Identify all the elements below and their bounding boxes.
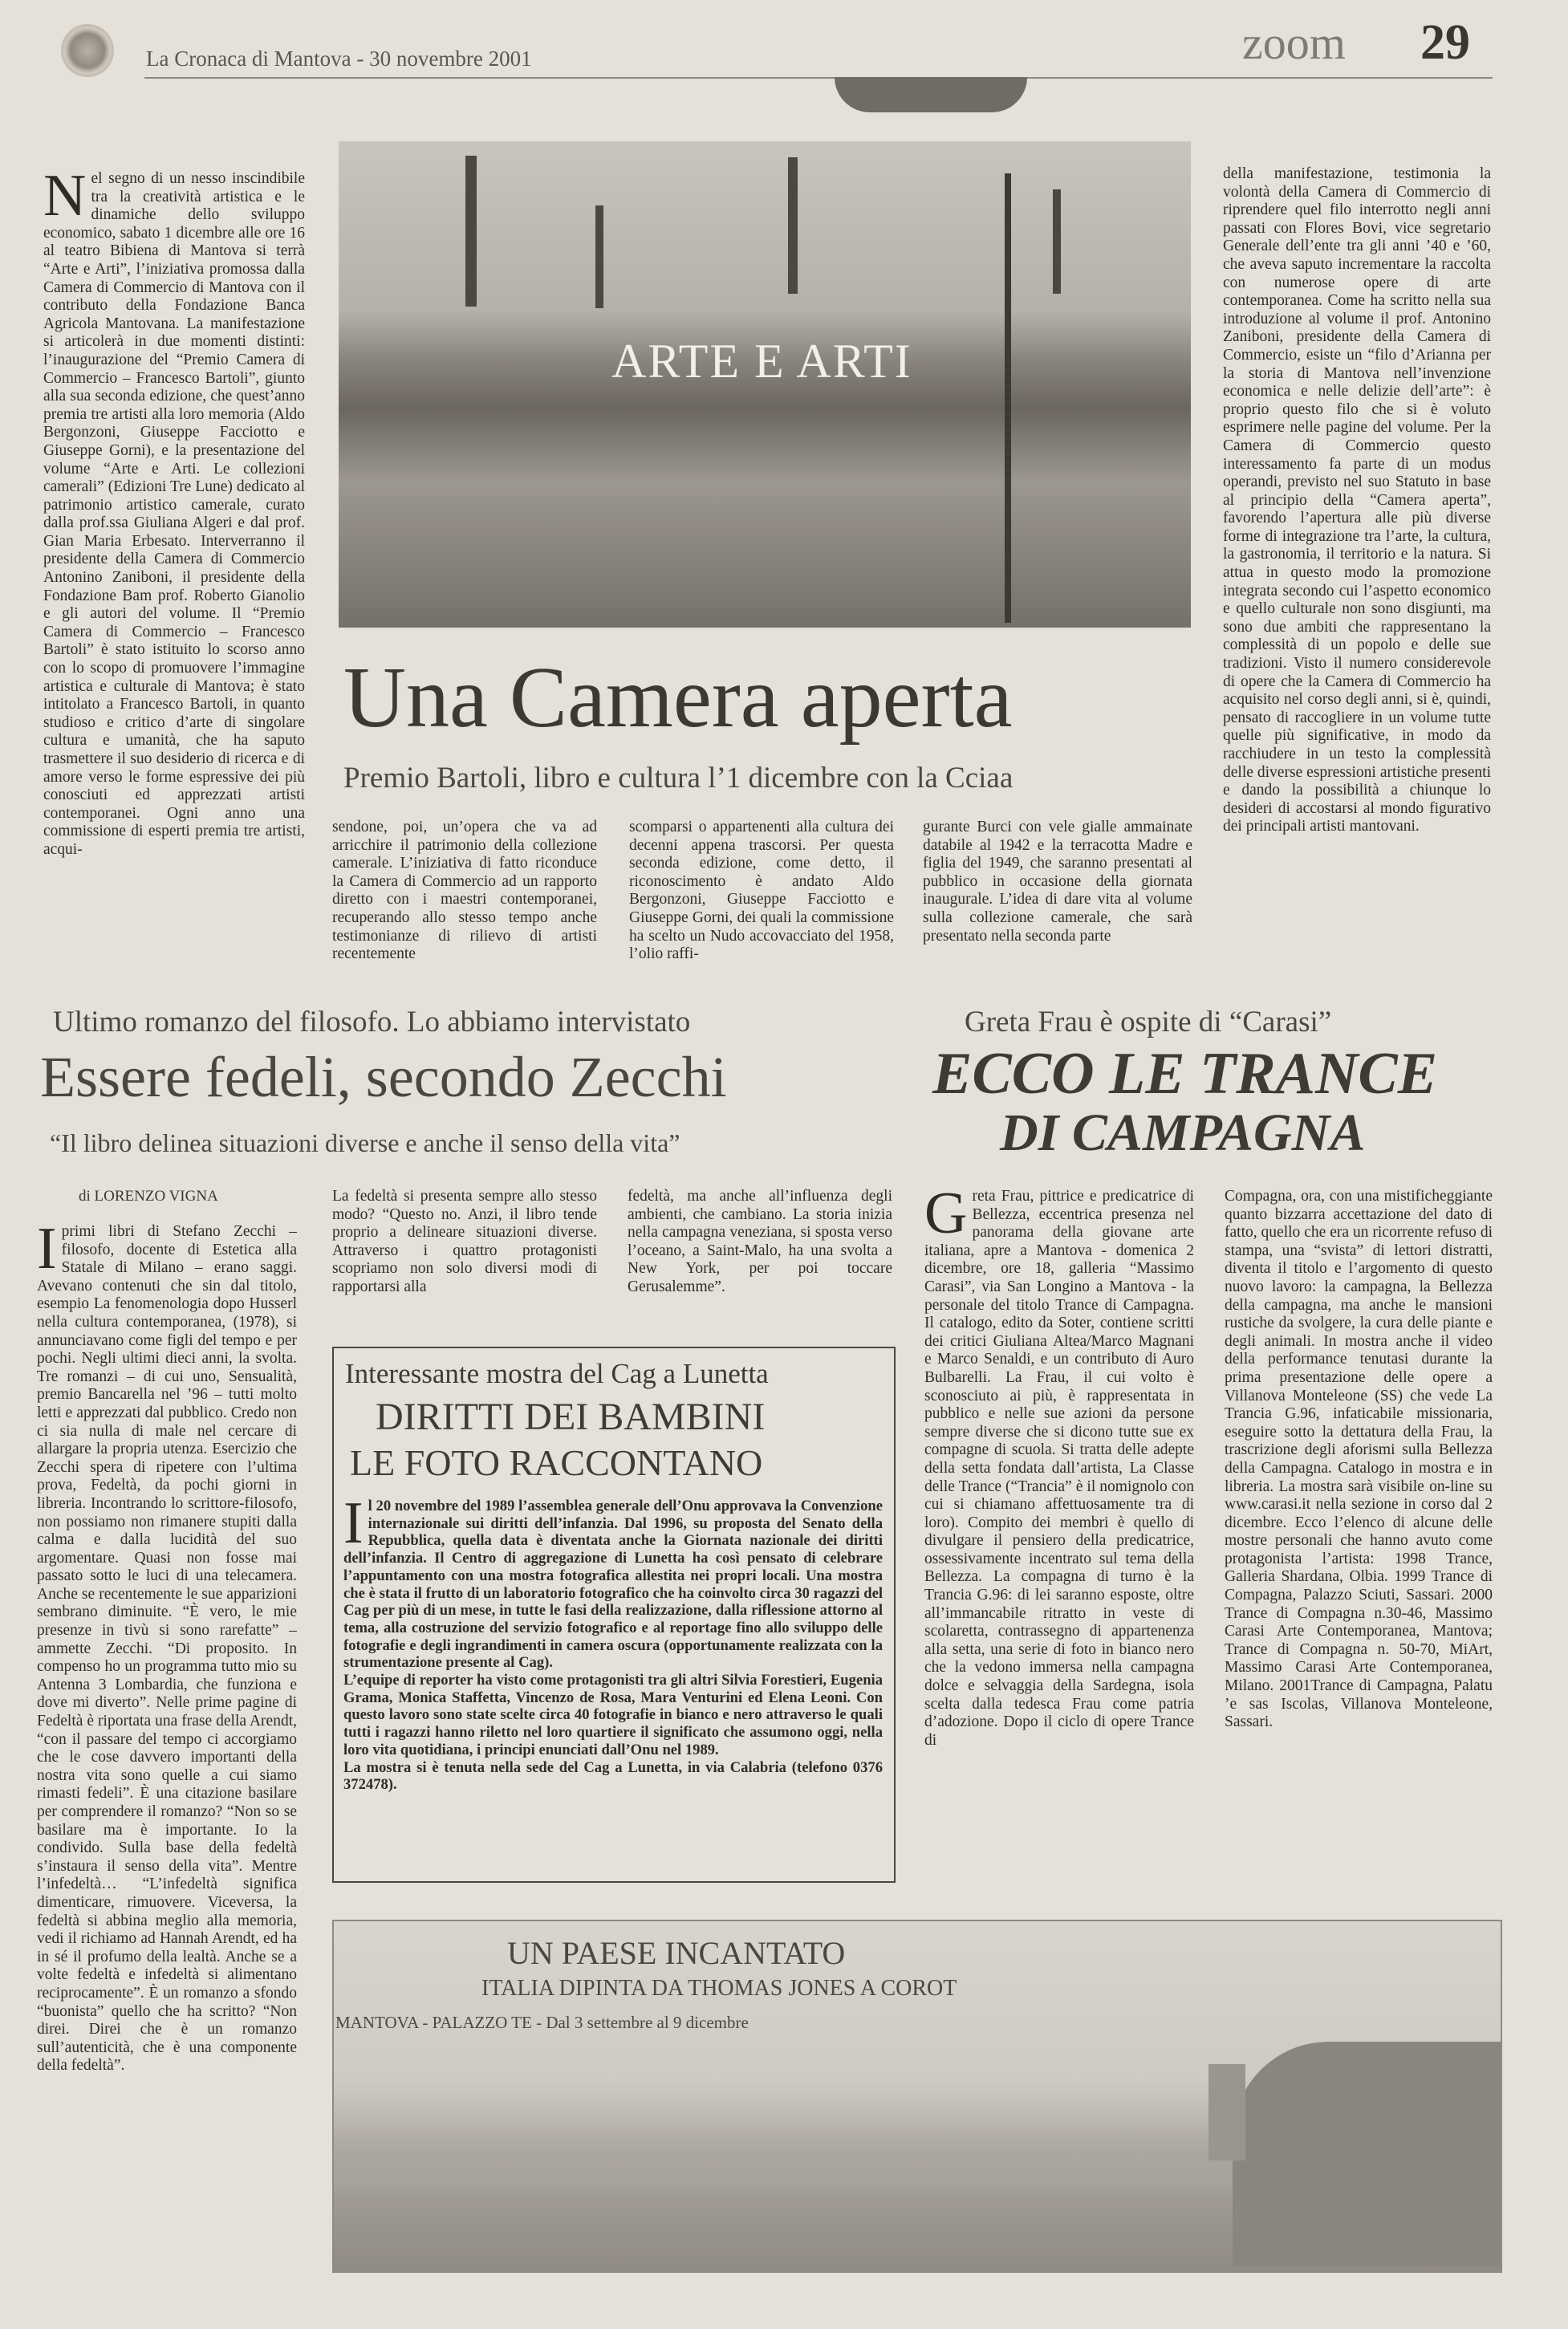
zecchi-kicker: Ultimo romanzo del filosofo. Lo abbiamo intervistato	[53, 1006, 691, 1038]
page-number: 29	[1420, 15, 1470, 70]
arte-col1-text: el segno di un nesso inscindibile tra la creatività artistica e le dinamiche dello sviluppo economico, sabato 1 dicembre alle ore 16 al teatro Bibiena di Mantova si terrà “Arte e Arti”, l’iniziativa promossa dalla Camera di Commercio di Mantova con il contributo della Fondazione Banca Agricola Mantovana. La manifestazione si articolerà in due momenti distinti: l’inaugurazione del “Premio Camera di Commercio – Francesco Bartoli”, giunto alla sua seconda edizione, che quest’anno premia tre artisti alla loro memoria (Aldo Bergonzoni, Giuseppe Facciotto e Giuseppe Gorni), e la presentazione del volume “Arte e Arti. Le collezioni camerali” (Edizioni Tre Lune) dedicato al patrimonio artistico camerale, curato dalla prof.ssa Giuliana Algeri e dal prof. Gian Maria Erbesato. Interverranno il presidente della Camera di Commercio Antonino Zaniboni, il presidente della Fondazione Bam prof. Roberto Gianolio e gli autori del volume. Il “Premio Camera di Commercio – Francesco Bartoli” è stato istituito lo scorso anno con lo scopo di promuovere l’immagine artistica e culturale di Mantova; è stato intitolato a Francesco Bartoli, in quanto studioso e critico d’arte di singolare cultura e umanità, che ha saputo trasmettere il suo desiderio di ricerca e di amore verso le forme espressive dei più conosciuti ed apprezzati artisti contemporanei. Ogni anno una commissione di esperti premia tre artisti, acqui-	[43, 170, 305, 858]
ad-subtitle: ITALIA DIPINTA DA THOMAS JONES A COROT	[481, 1976, 957, 2001]
arte-col4-text: gurante Burci con vele gialle ammainate databile al 1942 e la terracotta Madre e figlia del 1949, che saranno presentati al pubblico in occasione della giornata inaugurale. L’idea di dare vita al volume sulla collezione camerale, che sarà presentato nella seconda parte	[923, 819, 1192, 945]
bambini-text-3: La mostra si è tenuta nella sede del Cag a Lunetta, in via Calabria (telefono 0376 372478).	[343, 1758, 883, 1794]
bambini-box	[332, 1347, 896, 1883]
zecchi-byline: di LORENZO VIGNA	[79, 1188, 218, 1205]
zecchi-headline: Essere fedeli, secondo Zecchi	[40, 1045, 727, 1109]
arte-col5-text: della manifestazione, testimonia la volontà della Camera di Commercio di riprendere quel filo interrotto negli anni passati con Flores Bovi, vice segretario Generale dell’ente tra gli anni ’40 e ’60, che aveva saputo incrementare la raccolta con numerose opere di arte contemporanea. Come ha scritto nella sua introduzione al volume il prof. Antonino Zaniboni, presidente della Camera di Commercio, esiste un “filo d’Arianna per la storia di Mantova nell’invenzione economica e nelle delizie dell’arte”: è proprio questo filo che si è voluto esprimere nelle pagine del volume. Per la Camera di Commercio questo interessamento fa parte di un modus operandi, previsto nel suo Statuto in base al principio della “Camera aperta”, favorendo l’apertura alle più diverse forme di integrazione tra l’arte, la cultura, la gastronomia, il territorio e la natura. Si attua in questo modo la promozione integrata secondo cui l’aspetto economico e quello culturale non sono disgiunti, ma sono due ambiti che rappresentano la complessità di un popolo e delle sue tradizioni. Visto il numero considerevole di opere che la Camera di Commercio ha acquisito nel corso degli anni, si è, quindi, pensato di raccogliere in un volume tutte quelle più significative, in modo da racchiudere in un testo la complessità delle diverse espressioni artistiche presenti e dando la possibilità a chiunque lo desideri di accostarsi al mondo figurativo dei principali artisti mantovani.	[1223, 165, 1491, 835]
header-rule	[144, 77, 1493, 79]
zecchi-column-3	[628, 1188, 892, 1323]
bambini-text-1: l 20 novembre del 1989 l’assemblea generale dell’Onu approvava la Convenzione internazionale sui diritti dell’infanzia. Dal 1996, su proposta del Senato della Repubblica, quella data è diventata anche la Giornata nazionale dei diritti dell’infanzia. Il Centro di aggregazione di Lunetta ha così pensato di celebrare l’appuntamento con una mostra fotografica allestita nei propri locali. Una mostra che è stata il frutto di un laboratorio fotografico che ha coinvolto circa 30 ragazzi del Cag per più di un mese, in tutte le fasi della realizzazione, dalla riflessione attorno al tema, alla costruzione del servizio fotografico e al reportage fino allo sviluppo delle fotografie e degli ingrandimenti in camera oscura (opportunamente realizzata con la strumentazione presente al Cag).	[343, 1498, 883, 1672]
frau-col2-text: Compagna, ora, con una mistificheggiante quanto bizzarra accettazione del dato di fatto, quello che era un ricorrente refuso di stampa, una “svista” di lettori distratti, diventa il titolo e l’argomento di questo nuovo lavoro: la campagna, la Bellezza della campagna, ma anche le mansioni rustiche da svolgere, la cura delle piante e degli animali. In mostra anche il video della performance tenutasi durante la prima presentazione delle opere a Villanova Monteleone (SS) che vede La Trancia G.96, infaticabile missionaria, eseguire sotto la dettatura della Frau, la trascrizione degli aforismi sulla Bellezza della Campagna. Catalogo in mostra e in libreria. La mostra sarà visibile on-line su www.carasi.it nella sezione in corso dal 2 dicembre. Ecco l’elenco di alcune delle mostre personali che hanno avuto come protagonista l’artista: 1998 Trance, Galleria Shardana, Olbia. 1999 Trance di Compagna, Palazzo Sciuti, Sassari. 2000 Trance di Compagna n.30-46, Massimo Carasi Arte Contemporanea, Mantova; Trance di Compagna n. 50-70, MiArt, Massimo Carasi Arte Contemporanea, Milano. 2001Trance di Campagna, Palatu ’e sas Iscolas, Villanova Monteleone, Sassari.	[1225, 1188, 1493, 1731]
paese-ad	[332, 1920, 1502, 2273]
frau-column-1	[924, 1188, 1194, 1884]
frau-headline-1: ECCO LE TRANCE	[932, 1041, 1438, 1107]
frau-headline-2: DI CAMPAGNA	[1000, 1104, 1366, 1162]
publication-line: La Cronaca di Mantova - 30 novembre 2001	[146, 47, 532, 71]
ad-landscape-trees	[1233, 2042, 1501, 2266]
chimney-3	[788, 157, 798, 294]
chimney-1	[465, 156, 477, 307]
arte-column-5	[1223, 165, 1491, 979]
ad-title: UN PAESE INCANTATO	[507, 1935, 846, 1971]
frau-column-2	[1225, 1188, 1493, 1884]
bambini-text	[343, 1498, 883, 1872]
zecchi-column-2	[332, 1188, 597, 1323]
zecchi-column-1	[37, 1223, 297, 2299]
section-title: zoom	[1242, 17, 1346, 69]
frau-dropcap: G	[924, 1188, 968, 1246]
bambini-dropcap: I	[343, 1498, 364, 1556]
frau-col1-text: reta Frau, pittrice e predicatrice di Bellezza, eccentrica presenza nel panorama della giovane arte italiana, apre a Mantova - domenica 2 dicembre, ore 18, galleria “Massimo Carasi”, via San Longino a Mantova - la personale del titolo Trance di Campagna. Il catalogo, edito da Soter, contiene scritti dei critici Giuliana Altea/Marco Magnani e Marco Senaldi, e un contributo di Auro Bulbarelli. La Frau, il cui volto è sconosciuto ai più, è rappresentata in pubblico e nelle sue azioni da persone sempre diverse che si dicono tutte sue ex compagne di scuola. Si tratta delle adepte della setta fondata dall’artista, La Classe delle Trance (“Trancia” è il nomignolo con cui si chiamano affettuosamente tra di loro). Compito dei membri è quello di divulgare il pensiero della predicatrice, ossessivamente incentrato sul tema della Bellezza. La compagna di turno è la Trancia G.96: di lei saranno esposte, oltre all’immancabile ritratto in veste di scolaretta, contrassegno di appartenenza alla setta, una serie di foto in bianco nero che la vedono immersa nella campagna dolce e selvaggia della Sardegna, isola scelta dalla tedesca Frau come patria d’adozione. Dopo il ciclo di opere Trance di	[924, 1188, 1194, 1749]
ad-landscape-tower	[1208, 2064, 1245, 2160]
boat-mast	[1005, 173, 1011, 623]
arte-column-4	[923, 819, 1192, 976]
arte-col2-text: sendone, poi, un’opera che va ad arricchire il patrimonio della collezione camerale. L’iniziativa di fatto riconduce la Camera di Commercio ad un rapporto diretto con i maestri contemporanei, recuperando allo stesso tempo anche testimonianze di rilievo di artisti recentemente	[332, 819, 597, 963]
chimney-4	[1053, 189, 1061, 294]
ad-venue: MANTOVA - PALAZZO TE - Dal 3 settembre al 9 dicembre	[335, 2013, 749, 2032]
zecchi-col3-text: fedeltà, ma anche all’influenza degli ambienti, che cambiano. La storia inizia nella campagna veneziana, si sposta verso l’oceano, a Saint-Malo, ha una svolta a New York, per poi toccare Gerusalemme”.	[628, 1188, 892, 1295]
zecchi-dropcap: I	[37, 1223, 57, 1282]
arte-column-1	[43, 170, 305, 971]
chimney-2	[595, 205, 603, 308]
frau-kicker: Greta Frau è ospite di “Carasi”	[965, 1006, 1332, 1038]
zecchi-col2-text: La fedeltà si presenta sempre allo stesso modo? “Questo no. Anzi, il libro tende proprio a delineare situazioni diverse. Attraverso i quattro protagonisti scopriamo non solo diversi modi di rapportarsi alla	[332, 1188, 597, 1295]
arte-col3-text: scomparsi o appartenenti alla cultura dei decenni appena trascorsi. Per questa seconda edizione, come detto, il riconoscimento è andato Aldo Bergonzoni, Giuseppe Facciotto e Giuseppe Gorni, dei quali la commissione ha scelto un Nudo accovacciato del 1958, l’olio raffi-	[629, 819, 894, 963]
zecchi-subhead: “Il libro delinea situazioni diverse e anche il senso della vita”	[50, 1128, 680, 1157]
zecchi-col1-text: primi libri di Stefano Zecchi – filosofo, docente di Estetica alla Statale di Milano – erano saggi. Avevano contenuti che sin dal titolo, esempio La fenomenologia dopo Husserl nella cultura contemporanea, (1978), si annunciavano come figli del tempo e per pochi. Negli ultimi dieci anni, la svolta. Tre romanzi – di cui uno, Sensualità, premio Bancarella nel ’96 – tutti molto letti e apprezzati dal pubblico. Credo non ci sia nulla di male nel cercare di allargare la propria utenza. Esercizio che Zecchi spera di ripetere con l’ultima prova, Fedeltà, da pochi giorni in libreria. Incontrando lo scrittore-filosofo, non possiamo non rimanere stupiti dalla calma e dalla lucidità del suo argomentare. Quasi non fosse mai passato sotto le luci di una telecamera. Anche se recentemente le sue apparizioni sembrano diminuite. “È vero, le mie presenze in tivù si sono rarefatte” – ammette Zecchi. “Di proposito. In compenso ho un programma tutto mio su Antenna 3 Lombardia, che funziona e dove mi diverto”. Nelle prime pagine di Fedeltà è riportata una frase della Arendt, “con il passare del tempo ci accorgiamo che le cose davvero importanti della nostra vita sono quelle a cui siamo rimasti fedeli”. È una citazione basilare per comprendere il romanzo? “Non so se basilare ma è importante. Io la condivido. Sulla base della fedeltà s’instaura il senso della vita”. Mentre l’infedeltà… “L’infedeltà significa dimenticare, rimuovere. Viceversa, la fedeltà si abbina meglio alla memoria, vedi il richiamo ad Hannah Arendt, ed ha in sé il profumo della lealtà. Anche se a volte fedeltà e infedeltà si alimentano reciprocamente”. È un romanzo a sfondo “buonista” quello che ha scritto? “Non direi. Direi che è un romanzo sull’autenticità, che è una componente della fedeltà”.	[37, 1223, 297, 2075]
arte-photo-caption: ARTE E ARTI	[611, 335, 912, 388]
arte-dropcap: N	[43, 170, 87, 229]
masthead-logo	[61, 24, 114, 77]
bambini-kicker: Interessante mostra del Cag a Lunetta	[345, 1358, 769, 1389]
bambini-text-2: L’equipe di reporter ha visto come protagonisti tra gli altri Silvia Forestieri, Eugenia Grama, Monica Staffetta, Vincenzo de Rosa, Mara Venturini ed Elena Leoni. Con questo lavoro sono state scelte circa 40 fotografie in bianco e nero attraverso le quali tutti i ragazzi hanno riletto nel loro quartiere il significato che assumono oggi, nella loro vita quotidiana, i principi enunciati dall’Onu nel 1989.	[343, 1672, 883, 1758]
header-emblem	[835, 77, 1027, 112]
arte-column-2	[332, 819, 597, 976]
bambini-headline-1: DIRITTI DEI BAMBINI	[376, 1396, 766, 1438]
arte-column-3	[629, 819, 894, 976]
arte-photo	[339, 141, 1191, 628]
arte-headline: Una Camera aperta	[343, 650, 1013, 746]
arte-subhead: Premio Bartoli, libro e cultura l’1 dicembre con la Cciaa	[343, 762, 1014, 795]
bambini-headline-2: LE FOTO RACCONTANO	[350, 1442, 763, 1483]
